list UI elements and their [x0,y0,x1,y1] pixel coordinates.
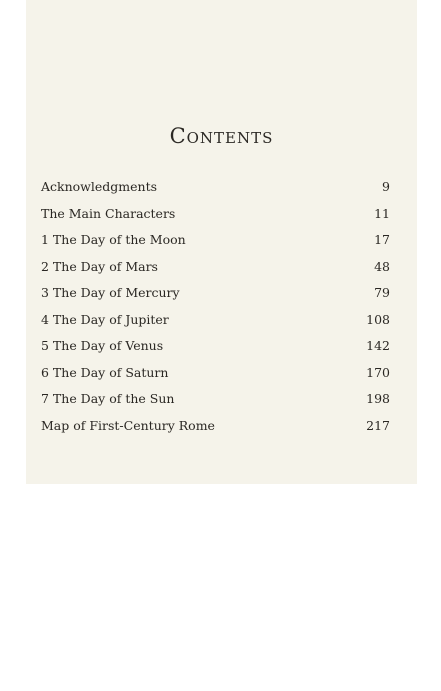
toc-entry-day-of-sun[interactable] [41,389,390,416]
toc-entry-page-number: 9 [382,179,390,194]
toc-entry-day-of-venus[interactable] [41,336,390,363]
toc-entry-label: Map of First-Century Rome [41,417,215,433]
toc-entry-page-number: 79 [374,285,390,300]
toc-entry-day-of-saturn[interactable] [41,363,390,390]
toc-entry-label: 1 The Day of the Moon [41,232,186,247]
toc-entry-acknowledgments[interactable] [41,177,390,204]
toc-entry-label: 5 The Day of Venus [41,338,164,353]
toc-entry-label: The Main Characters [41,205,176,221]
toc-entry-label: 7 The Day of the Sun [41,391,175,406]
toc-entry-page-number: 217 [366,417,390,433]
page-title: Contents [169,124,274,148]
toc-entry-day-of-mercury[interactable] [41,283,390,310]
toc-entry-label: 6 The Day of Saturn [41,364,169,380]
toc-entry-label: 2 The Day of Mars [41,258,158,274]
toc-entry-page-number: 170 [366,364,390,380]
toc-entry-page-number: 142 [366,338,390,353]
toc-entry-main-characters[interactable] [41,204,390,231]
toc-entry-page-number: 17 [374,232,390,247]
book-page [26,0,417,484]
toc-entry-page-number: 198 [366,391,390,406]
toc-entry-label: 3 The Day of Mercury [41,285,180,300]
toc-entry-day-of-mars[interactable] [41,257,390,284]
toc-entry-map-rome[interactable] [41,416,390,443]
toc-entry-day-of-jupiter[interactable] [41,310,390,337]
table-of-contents [41,177,390,442]
toc-entry-page-number: 108 [366,311,390,327]
toc-entry-label: 4 The Day of Jupiter [41,311,169,327]
toc-entry-label: Acknowledgments [41,179,158,194]
toc-entry-page-number: 11 [374,205,390,221]
toc-entry-day-of-moon[interactable] [41,230,390,257]
toc-entry-page-number: 48 [374,258,390,274]
